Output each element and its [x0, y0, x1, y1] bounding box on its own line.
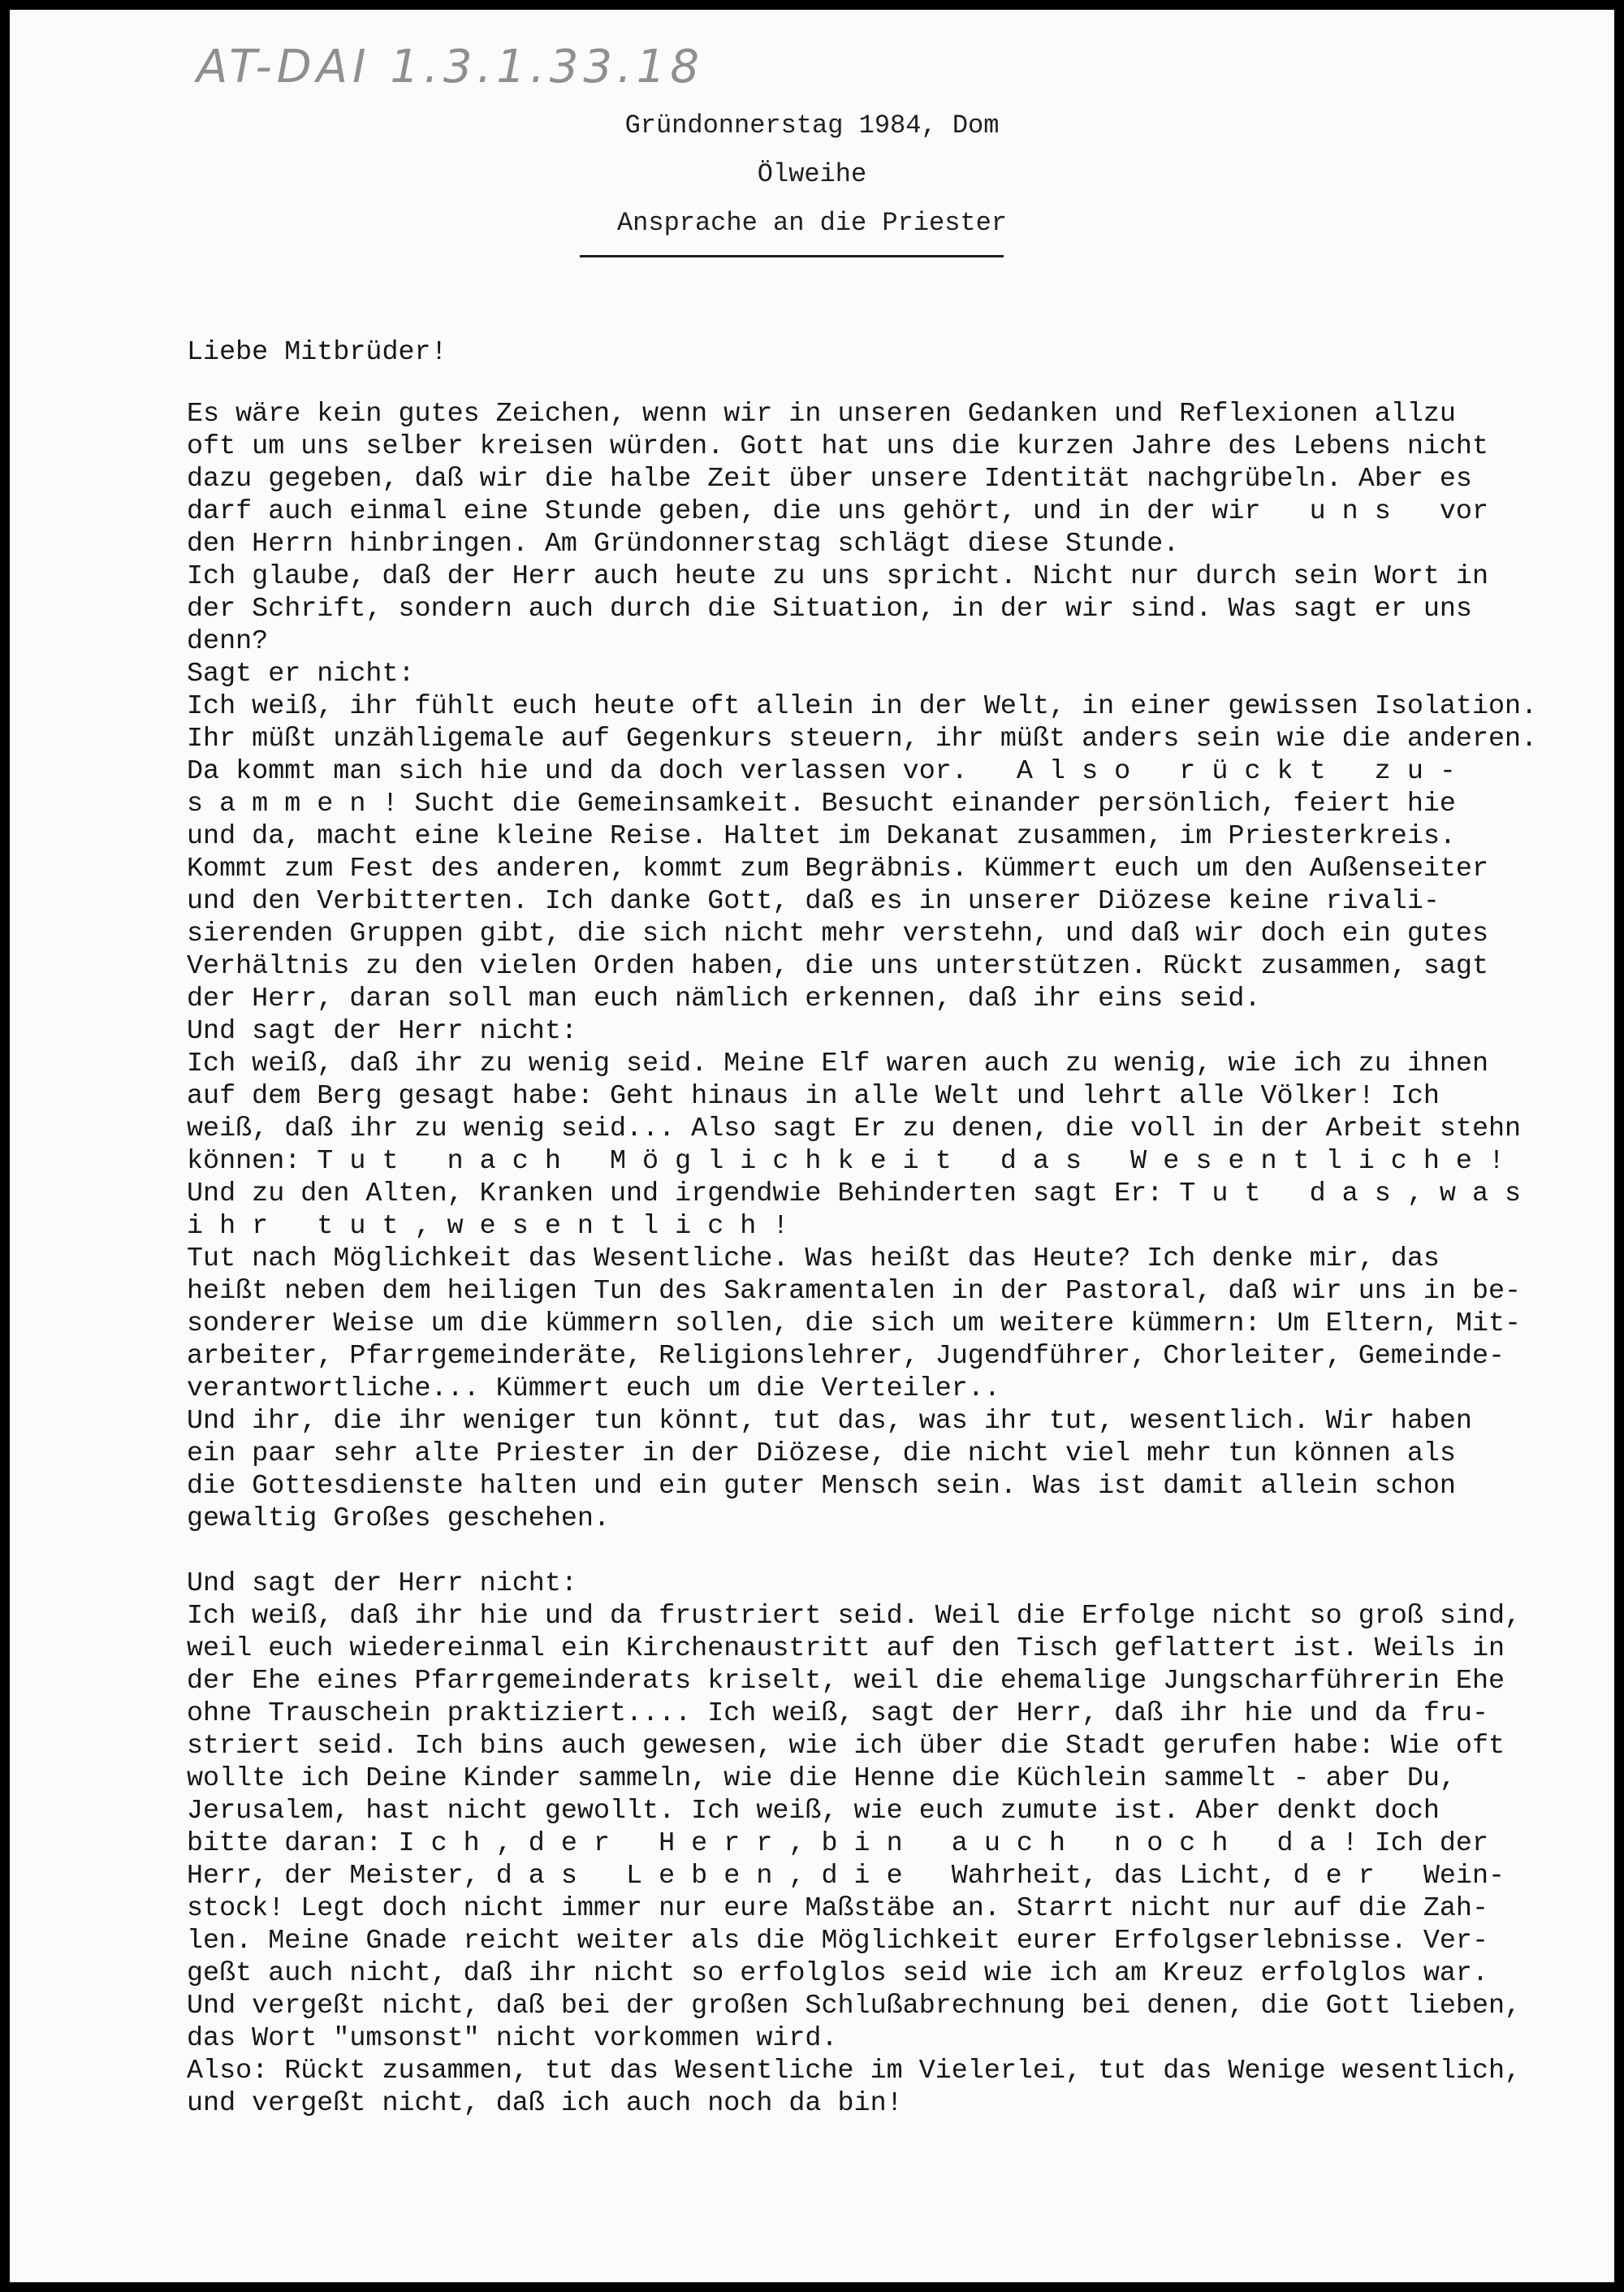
text-line: geßt auch nicht, daß ihr nicht so erfolglos seid wie ich am Kreuz erfolglos war. — [187, 1958, 1489, 1989]
text-line: und den Verbitterten. Ich danke Gott, daß es in unserer Diözese keine rivali- — [187, 886, 1440, 917]
salutation: Liebe Mitbrüder! — [187, 337, 447, 368]
text-line: bitte daran: I c h , d e r H e r r , b i n a u c h n o c h d a ! Ich der — [187, 1828, 1489, 1859]
text-line: Ich weiß, daß ihr zu wenig seid. Meine Elf waren auch zu wenig, wie ich zu ihnen — [187, 1049, 1489, 1079]
text-line: arbeiter, Pfarrgemeinderäte, Religionslehrer, Jugendführer, Chorleiter, Gemeinde- — [187, 1341, 1505, 1372]
text-line: den Herrn hinbringen. Am Gründonnerstag schlägt diese Stunde. — [187, 529, 1180, 560]
letter-body — [187, 336, 1567, 2120]
text-line: Tut nach Möglichkeit das Wesentliche. Was heißt das Heute? Ich denke mir, das — [187, 1243, 1440, 1274]
text-line: Es wäre kein gutes Zeichen, wenn wir in unseren Gedanken und Reflexionen allzu — [187, 399, 1456, 430]
title-underline — [580, 255, 1004, 257]
text-line: striert seid. Ich bins auch gewesen, wie ich über die Stadt gerufen habe: Wie oft — [187, 1731, 1505, 1762]
text-line: ohne Trauschein praktiziert.... Ich weiß, sagt der Herr, daß ihr hie und da fru- — [187, 1698, 1489, 1729]
text-line: Herr, der Meister, d a s L e b e n , d i e Wahrheit, das Licht, d e r Wein- — [187, 1861, 1505, 1892]
text-line: heißt neben dem heiligen Tun des Sakramentalen in der Pastoral, daß wir uns in be- — [187, 1276, 1522, 1307]
text-line: dazu gegeben, daß wir die halbe Zeit über unsere Identität nachgrübeln. Aber es — [187, 464, 1472, 495]
text-line: weil euch wiedereinmal ein Kirchenaustritt auf den Tisch geflattert ist. Weils in — [187, 1633, 1505, 1664]
text-line: Jerusalem, hast nicht gewollt. Ich weiß, wie euch zumute ist. Aber denkt doch — [187, 1796, 1440, 1827]
text-line: Ich glaube, daß der Herr auch heute zu uns spricht. Nicht nur durch sein Wort in — [187, 561, 1489, 592]
text-line: denn? — [187, 626, 269, 657]
text-line: das Wort "umsonst" nicht vorkommen wird. — [187, 2023, 838, 2054]
text-line: Also: Rückt zusammen, tut das Wesentliche im Vielerlei, tut das Wenige wesentlich, — [187, 2056, 1522, 2087]
header-occasion: Ölweihe — [757, 159, 867, 189]
text-line: sierenden Gruppen gibt, die sich nicht mehr verstehn, und daß wir doch ein gutes — [187, 919, 1489, 949]
text-line: Ich weiß, ihr fühlt euch heute oft allein in der Welt, in einer gewissen Isolation. — [187, 691, 1538, 722]
text-line: Ihr müßt unzähligemale auf Gegenkurs steuern, ihr müßt anders sein wie die anderen. — [187, 724, 1538, 755]
section-1 — [187, 398, 1567, 1535]
section-2 — [187, 1568, 1567, 2120]
text-line: i h r t u t , w e s e n t l i c h ! — [187, 1211, 789, 1242]
text-line: Da kommt man sich hie und da doch verlassen vor. A l s o r ü c k t z u - — [187, 756, 1456, 787]
text-line: und da, macht eine kleine Reise. Haltet im Dekanat zusammen, im Priesterkreis. — [187, 821, 1456, 852]
text-line: Und zu den Alten, Kranken und irgendwie Behinderten sagt Er: T u t d a s , w a s — [187, 1178, 1522, 1209]
text-line: Und ihr, die ihr weniger tun könnt, tut das, was ihr tut, wesentlich. Wir haben — [187, 1406, 1472, 1437]
text-line: gewaltig Großes geschehen. — [187, 1503, 610, 1534]
text-line: Sagt er nicht: — [187, 659, 415, 690]
text-line: die Gottesdienste halten und ein guter Mensch sein. Was ist damit allein schon — [187, 1471, 1456, 1502]
text-line: Ich weiß, daß ihr hie und da frustriert seid. Weil die Erfolge nicht so groß sind, — [187, 1601, 1522, 1632]
text-line: auf dem Berg gesagt habe: Geht hinaus in alle Welt und lehrt alle Völker! Ich — [187, 1081, 1440, 1112]
paragraph-gap — [187, 1535, 1567, 1568]
text-line: stock! Legt doch nicht immer nur eure Maßstäbe an. Starrt nicht nur auf die Zah- — [187, 1893, 1489, 1924]
text-line: sonderer Weise um die kümmern sollen, die sich um weitere kümmern: Um Eltern, Mit- — [187, 1308, 1522, 1339]
text-line: Verhältnis zu den vielen Orden haben, die uns unterstützen. Rückt zusammen, sagt — [187, 951, 1489, 982]
text-line: und vergeßt nicht, daß ich auch noch da bin! — [187, 2088, 903, 2119]
text-line: verantwortliche... Kümmert euch um die Verteiler.. — [187, 1373, 1000, 1404]
header-title: Ansprache an die Priester — [616, 208, 1008, 238]
text-line: darf auch einmal eine Stunde geben, die uns gehört, und in der wir u n s vor — [187, 496, 1489, 527]
text-line: können: T u t n a c h M ö g l i c h k e i t d a s W e s e n t l i c h e ! — [187, 1146, 1505, 1177]
text-line: s a m m e n ! Sucht die Gemeinsamkeit. Besucht einander persönlich, feiert hie — [187, 789, 1456, 819]
text-line: ein paar sehr alte Priester in der Diözese, die nicht viel mehr tun können als — [187, 1438, 1456, 1469]
text-line: wollte ich Deine Kinder sammeln, wie die Henne die Küchlein sammelt - aber Du, — [187, 1763, 1456, 1794]
text-line: Und sagt der Herr nicht: — [187, 1568, 577, 1599]
text-line: der Herr, daran soll man euch nämlich erkennen, daß ihr eins seid. — [187, 984, 1261, 1014]
text-line: der Schrift, sondern auch durch die Situation, in der wir sind. Was sagt er uns — [187, 594, 1472, 625]
text-line: Und vergeßt nicht, daß bei der großen Schlußabrechnung bei denen, die Gott lieben, — [187, 1991, 1522, 2022]
text-line: len. Meine Gnade reicht weiter als die Möglichkeit eurer Erfolgserlebnisse. Ver- — [187, 1926, 1489, 1957]
text-line: der Ehe eines Pfarrgemeinderats kriselt, weil die ehemalige Jungscharführerin Ehe — [187, 1666, 1505, 1697]
text-line: Und sagt der Herr nicht: — [187, 1016, 577, 1047]
document-page — [10, 10, 1614, 2282]
text-line: oft um uns selber kreisen würden. Gott hat uns die kurzen Jahre des Lebens nicht — [187, 431, 1489, 462]
archive-signature: AT-DAI 1.3.1.33.18 — [197, 41, 705, 93]
text-line: Kommt zum Fest des anderen, kommt zum Begräbnis. Kümmert euch um den Außenseiter — [187, 854, 1489, 884]
spacer — [187, 369, 1567, 398]
header-date-place: Gründonnerstag 1984, Dom — [624, 110, 1000, 141]
text-line: weiß, daß ihr zu wenig seid... Also sagt Er zu denen, die voll in der Arbeit stehn — [187, 1114, 1522, 1144]
